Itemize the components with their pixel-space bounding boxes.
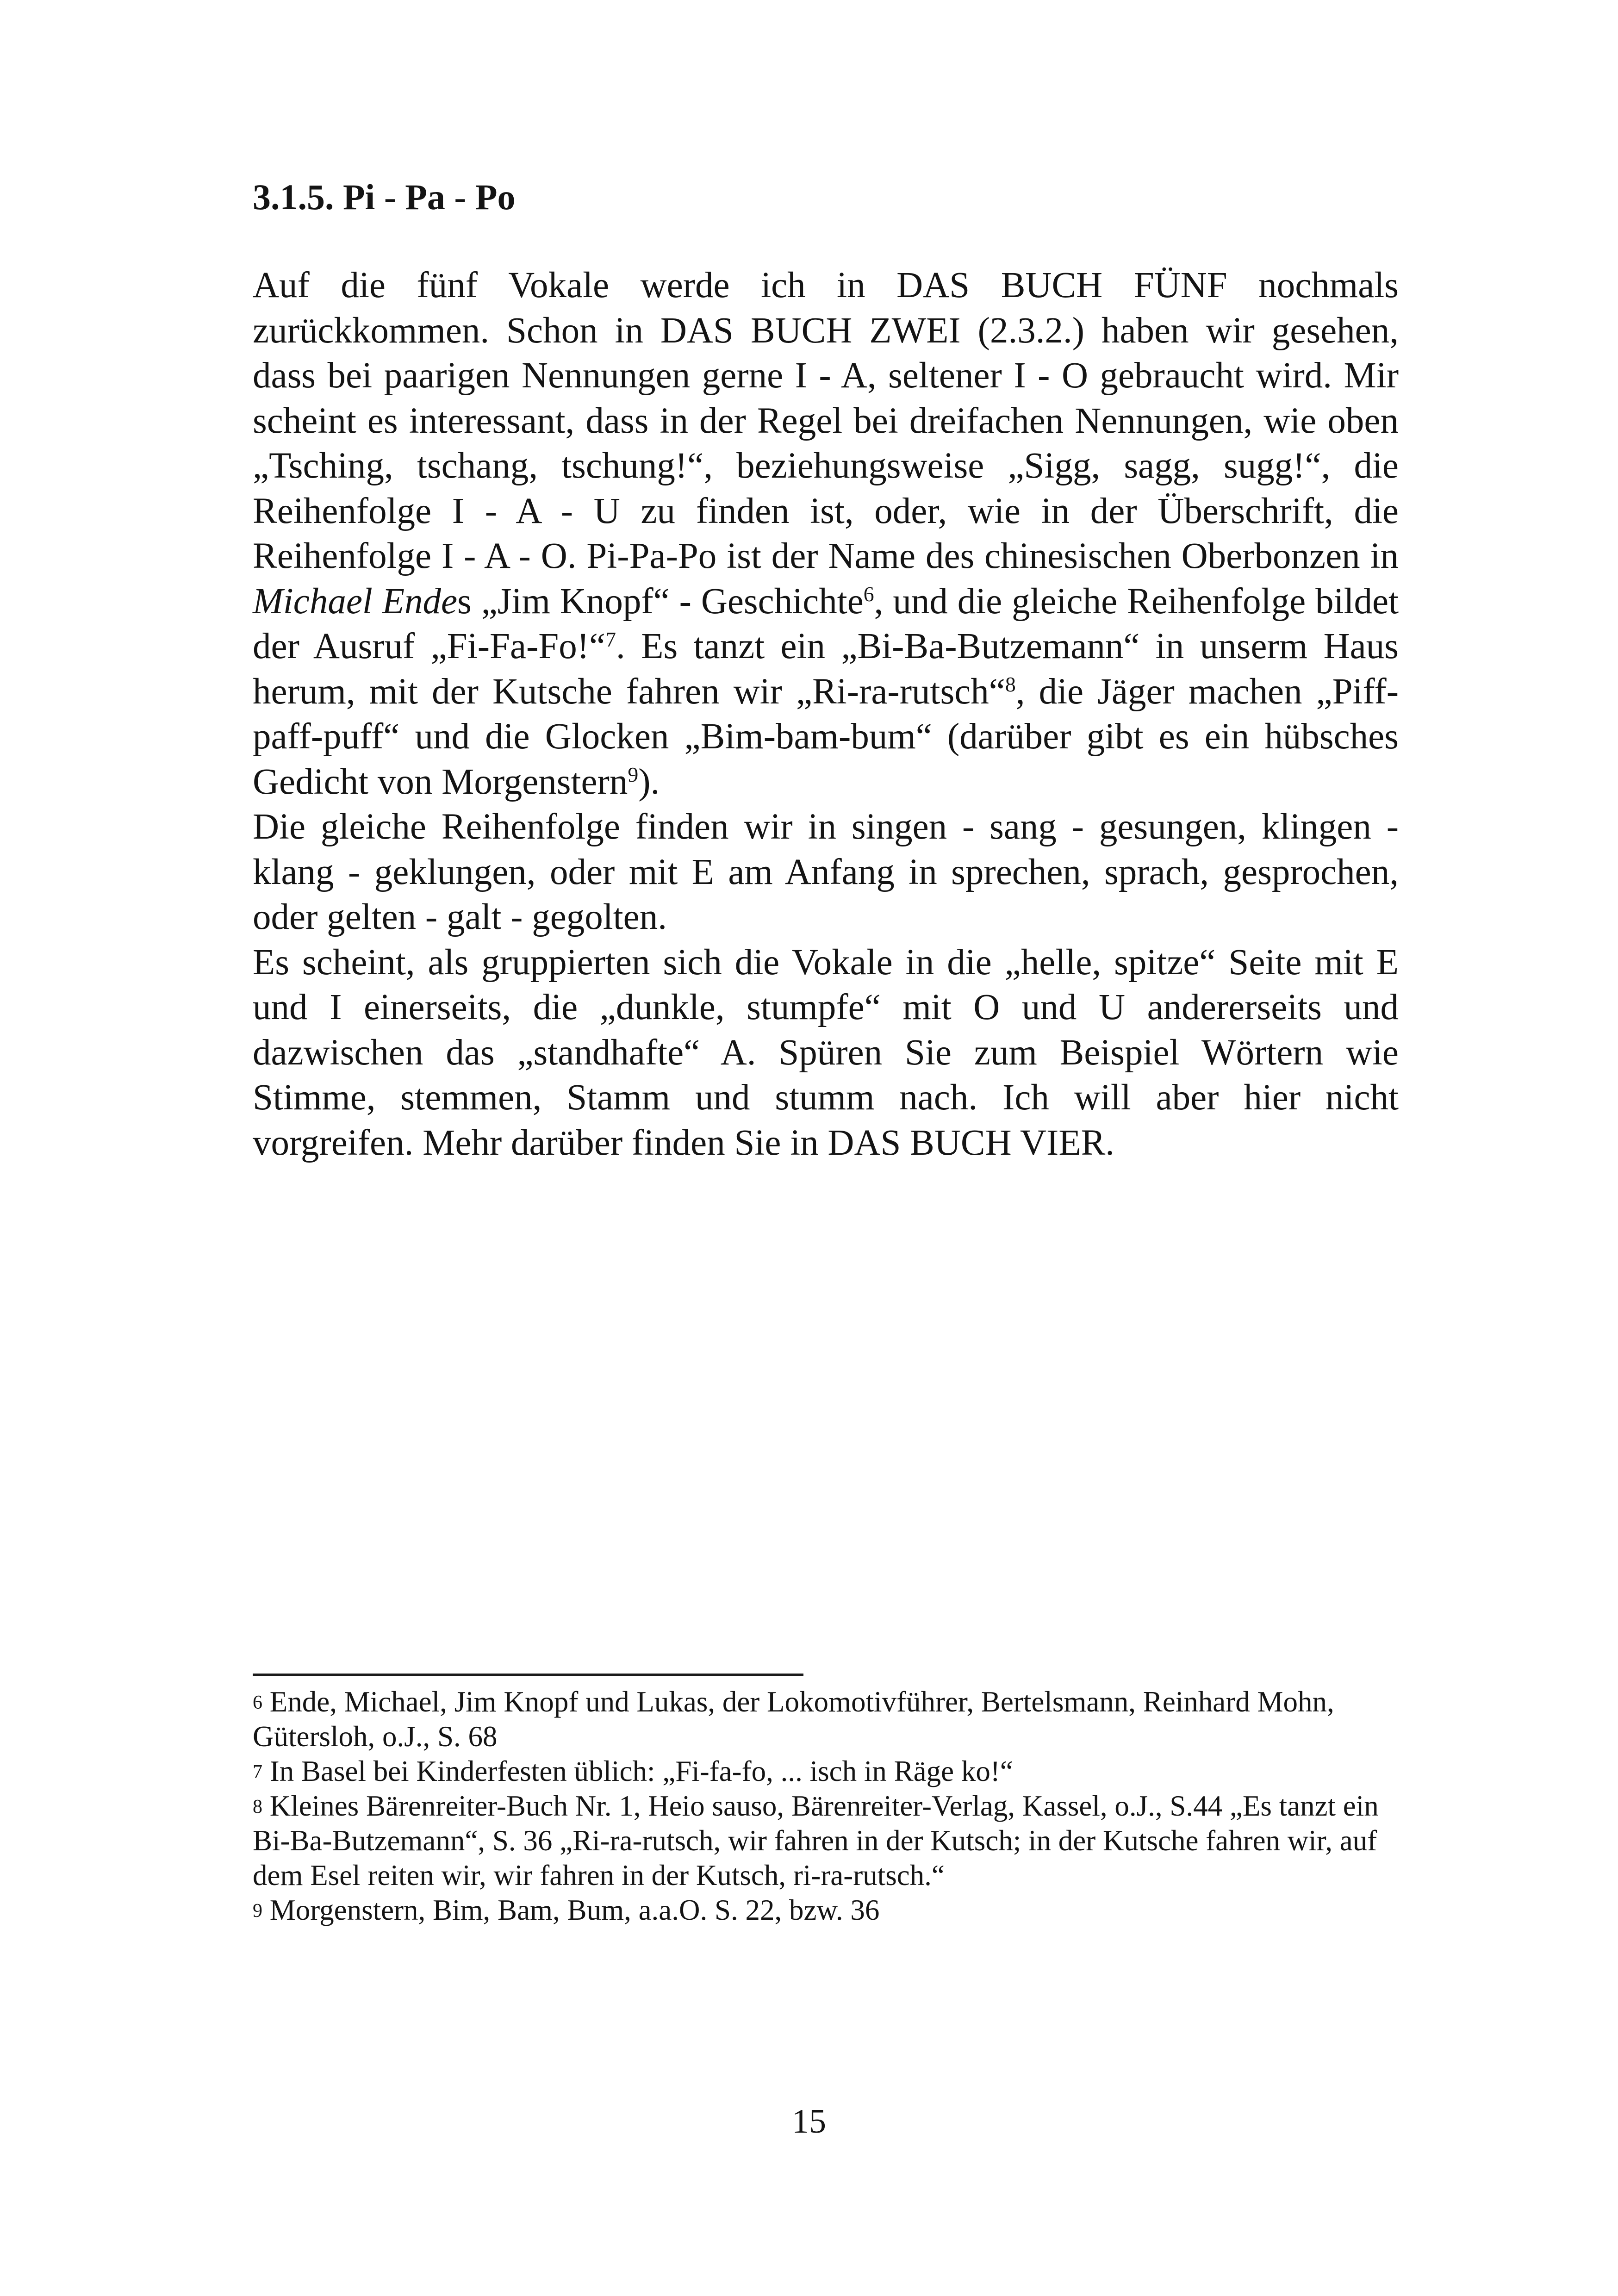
text-run: s „Jim Knopf“ - Geschichte <box>457 581 864 622</box>
text-run: ). <box>638 761 660 802</box>
footnote-text: Ende, Michael, Jim Knopf und Lukas, der Lokomotivführer, Bertelsmann, Reinhard Mohn, Gütersloh, o.J., S. 68 <box>253 1686 1334 1753</box>
footnote-number: 9 <box>253 1900 262 1922</box>
footnote-number: 8 <box>253 1796 262 1817</box>
paragraph <box>253 940 1399 1166</box>
text-run: Es scheint, als gruppierten sich die Vokale in die „helle, spitze“ Seite mit E und I einerseits, die „dunkle, stumpfe“ mit O und U andererseits und dazwischen das „standhafte“ A. Spüren Sie zum Beispiel Wörtern wie Stimme, stemmen, Stamm und stumm nach. Ich will aber hier nicht vorgreifen. Mehr darüber finden Sie in DAS BUCH VIER. <box>253 942 1399 1163</box>
footnote <box>253 1685 1399 1754</box>
footnote-reference: 7 <box>605 627 616 651</box>
section-heading: 3.1.5. Pi - Pa - Po <box>253 177 516 217</box>
paragraph <box>253 804 1399 940</box>
footnote <box>253 1754 1399 1789</box>
text-run: Auf die fünf Vokale werde ich in DAS BUCH FÜNF nochmals zurückkommen. Schon in DAS BUCH ZWEI (2.3.2.) haben wir gesehen, dass bei paarigen Nennungen gerne I - A, seltener I - O gebraucht wird. Mir scheint es interessant, dass in der Regel bei dreifachen Nennungen, wie oben „Tsching, tschang, tschung!“, beziehungsweise „Sigg, sagg, sugg!“, die Reihenfolge I - A - U zu finden ist, oder, wie in der Überschrift, die Reihenfolge I - A - O. Pi-Pa-Po ist der Name des chinesischen Oberbonzen in <box>253 265 1399 576</box>
text-run: , und die gleiche Reihenfolge bildet der Ausruf „Fi-Fa-Fo!“ <box>253 581 1399 666</box>
page-number: 15 <box>792 2103 826 2140</box>
footnotes <box>253 1685 1399 1928</box>
footnote-number: 7 <box>253 1761 262 1783</box>
paragraph <box>253 263 1399 804</box>
footnote <box>253 1789 1399 1893</box>
text-run: . Es tanzt ein „Bi-Ba-Butzemann“ in unserm Haus herum, mit der Kutsche fahren wir „Ri-ra-rutsch“ <box>253 626 1399 712</box>
footnote-text: In Basel bei Kinderfesten üblich: „Fi-fa-fo, ... isch in Räge ko!“ <box>269 1755 1013 1787</box>
text-run: Die gleiche Reihenfolge finden wir in singen - sang - gesungen, klingen - klang - geklungen, oder mit E am Anfang in sprechen, sprach, gesprochen, oder gelten - galt - gegolten. <box>253 807 1399 937</box>
footnote <box>253 1893 1399 1928</box>
italic-text: Michael Ende <box>253 581 458 622</box>
footnote-separator <box>253 1674 803 1676</box>
footnote-reference: 6 <box>863 582 874 606</box>
footnote-reference: 8 <box>1005 672 1016 697</box>
body-text <box>253 263 1399 1165</box>
footnote-text: Kleines Bärenreiter-Buch Nr. 1, Heio sauso, Bärenreiter-Verlag, Kassel, o.J., S.44 „Es tanzt ein Bi-Ba-Butzemann“, S. 36 „Ri-ra-rutsch, wir fahren in der Kutsch; in der Kutsche fahren wir, auf dem Esel reiten wir, wir fahren in der Kutsch, ri-ra-rutsch.“ <box>253 1790 1379 1892</box>
text-run: , die Jäger machen „Piff-paff-puff“ und die Glocken „Bim-bam-bum“ (darüber gibt es ein hübsches Gedicht von Morgenstern <box>253 671 1399 802</box>
footnote-number: 6 <box>253 1692 262 1713</box>
footnote-reference: 9 <box>628 763 639 787</box>
footnote-text: Morgenstern, Bim, Bam, Bum, a.a.O. S. 22, bzw. 36 <box>269 1894 880 1926</box>
